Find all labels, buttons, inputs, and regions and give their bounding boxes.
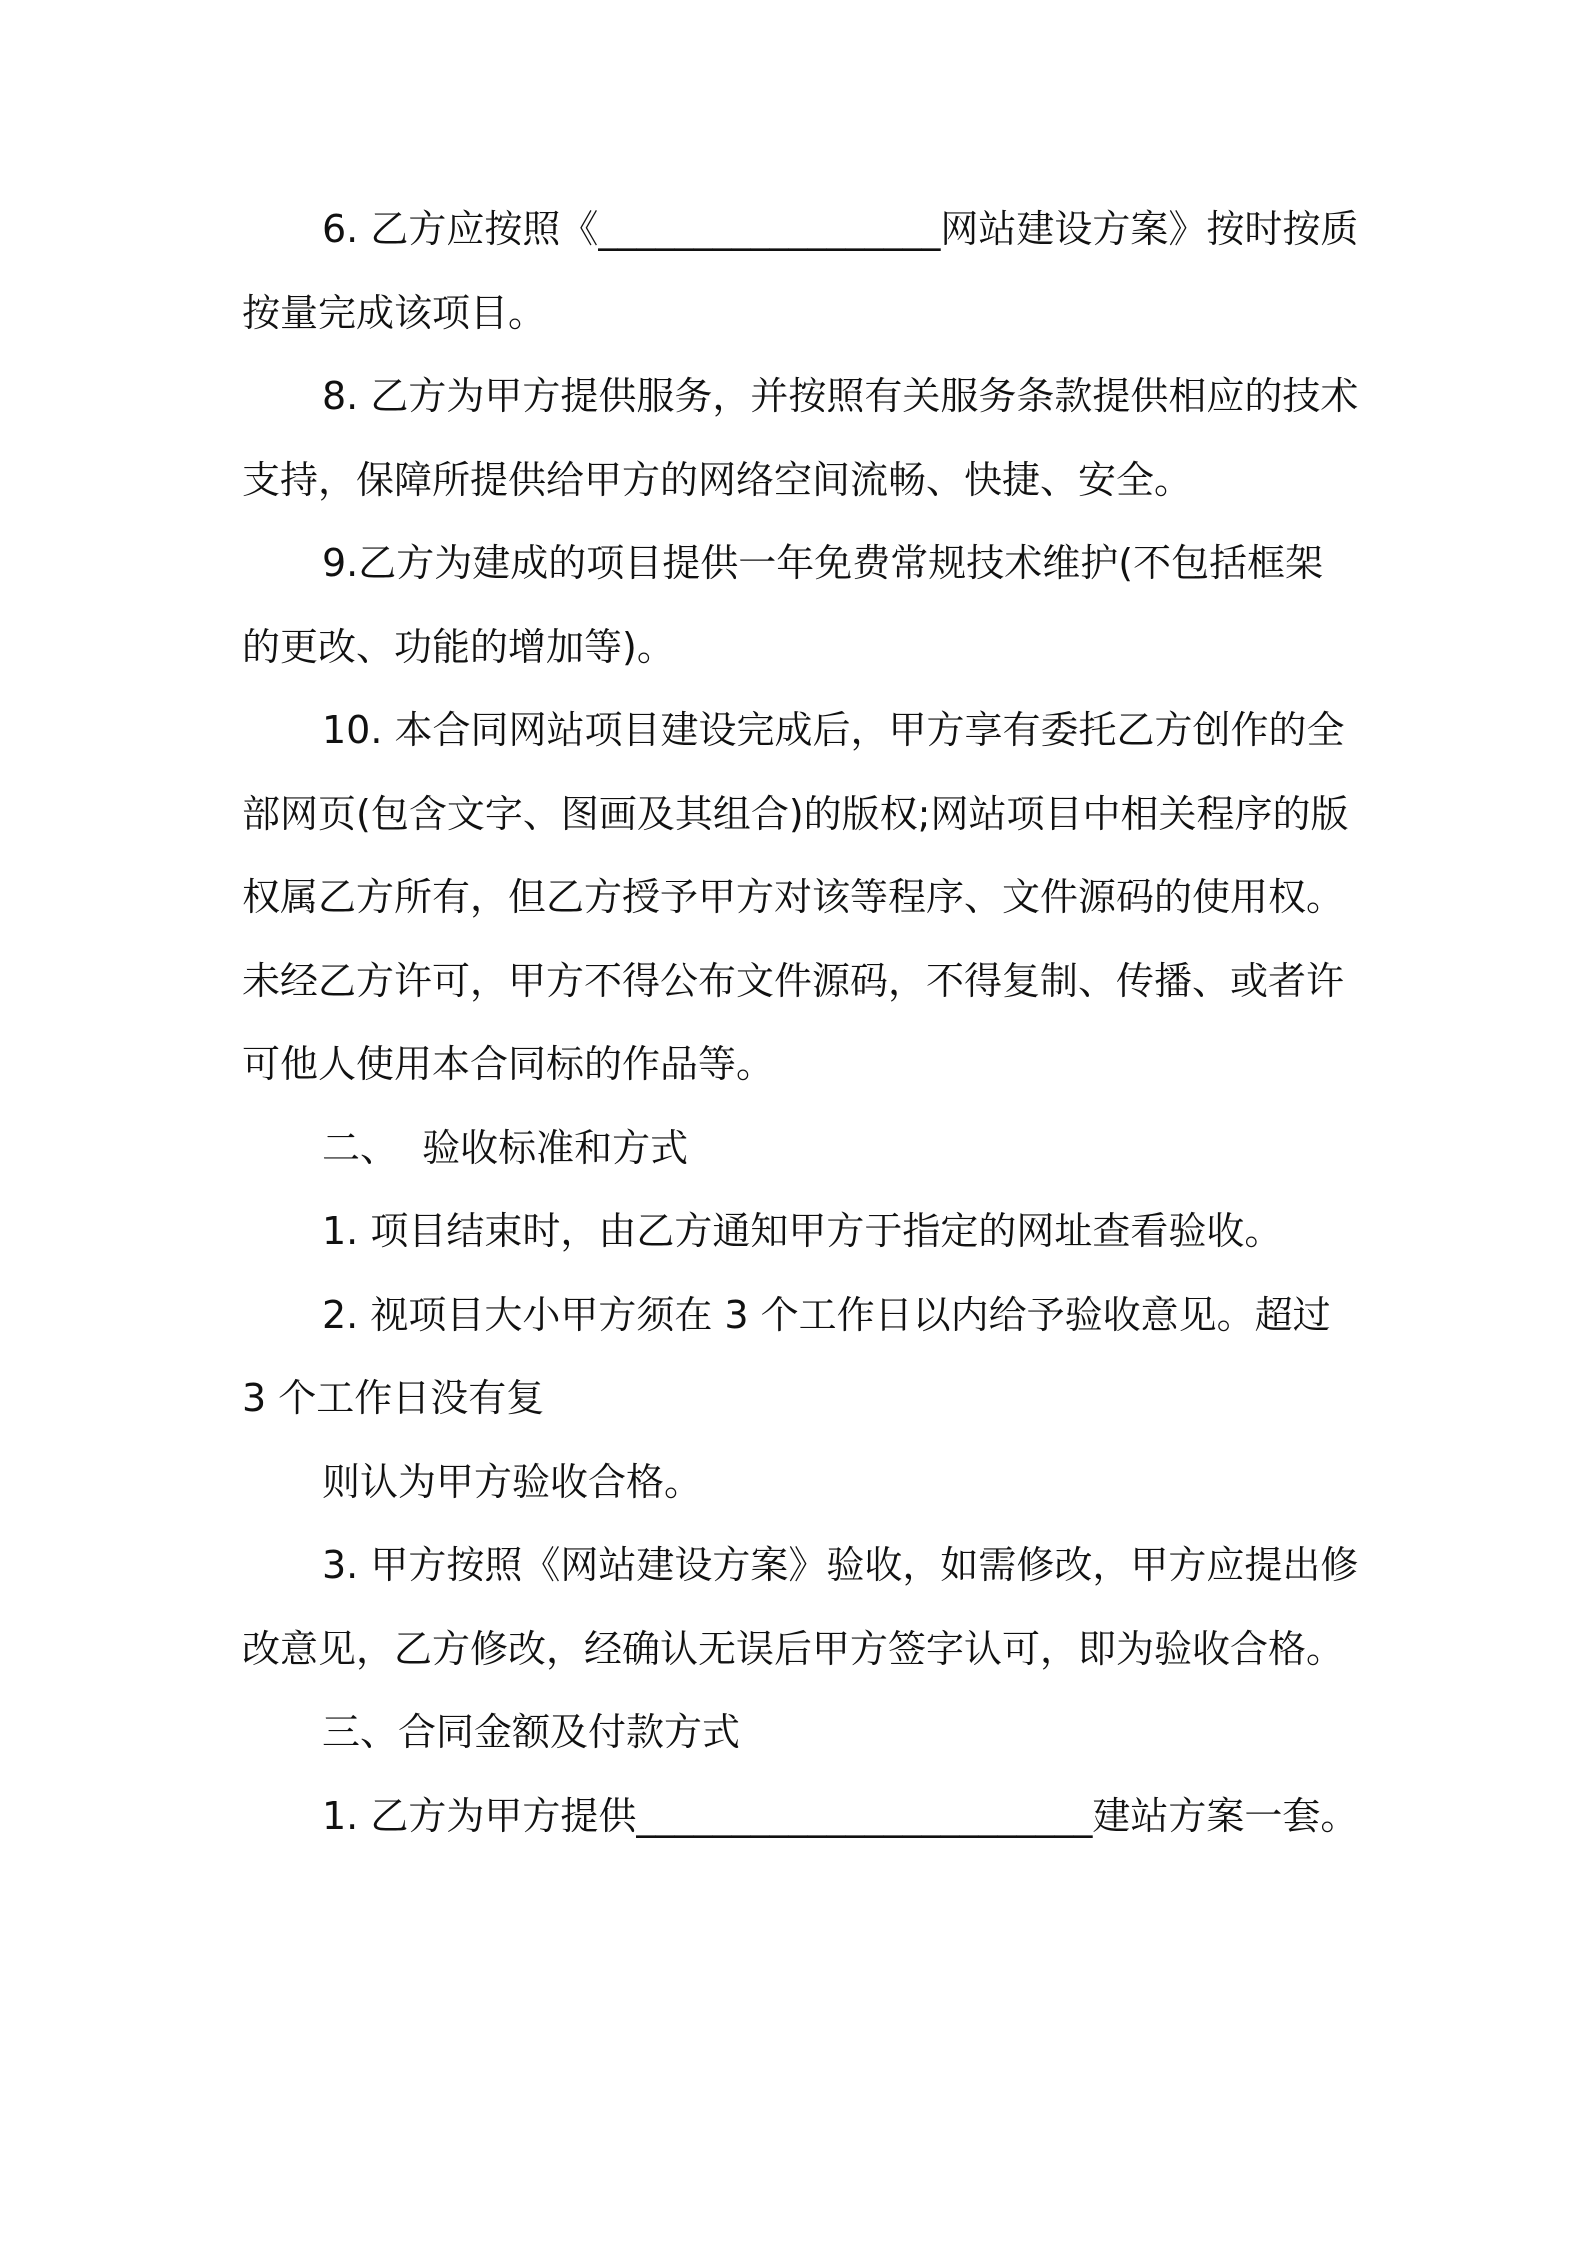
section-heading-payment: 三、合同金额及付款方式 bbox=[322, 1710, 741, 1754]
acceptance-clause-2: 2. 视项目大小甲方须在 3 个工作日以内给予验收意见。超过 3 个工作日没有复 bbox=[242, 1292, 1331, 1420]
clause-6: 6. 乙方应按照《__________________网站建设方案》按时按质按量完成该项目。 bbox=[242, 207, 1359, 335]
acceptance-clause-1: 1. 项目结束时，由乙方通知甲方于指定的网址查看验收。 bbox=[322, 1209, 1283, 1253]
clause-8: 8. 乙方为甲方提供服务，并按照有关服务条款提供相应的技术支持，保障所提供给甲方的网络空间流畅、快捷、安全。 bbox=[242, 374, 1359, 502]
section-heading-acceptance: 二、 验收标准和方式 bbox=[322, 1125, 689, 1170]
acceptance-clause-3: 3. 甲方按照《网站建设方案》验收，如需修改，甲方应提出修改意见，乙方修改，经确认无误后甲方签字认可，即为验收合格。 bbox=[242, 1543, 1359, 1671]
payment-clause-1: 1. 乙方为甲方提供________________________建站方案一套。 bbox=[322, 1793, 1359, 1838]
acceptance-clause-2-continued: 则认为甲方验收合格。 bbox=[322, 1459, 703, 1504]
clause-9: 9.乙方为建成的项目提供一年免费常规技术维护(不包括框架的更改、功能的增加等)。 bbox=[242, 541, 1324, 669]
document-body bbox=[242, 188, 1360, 1858]
clause-10: 10. 本合同网站项目建设完成后，甲方享有委托乙方创作的全部网页(包含文字、图画及其组合)的版权;网站项目中相关程序的版权属乙方所有，但乙方授予甲方对该等程序、文件源码的使用权。未经乙方许可，甲方不得公布文件源码，不得复制、传播、或者许可他人使用本合同标的作品等。 bbox=[242, 708, 1349, 1086]
